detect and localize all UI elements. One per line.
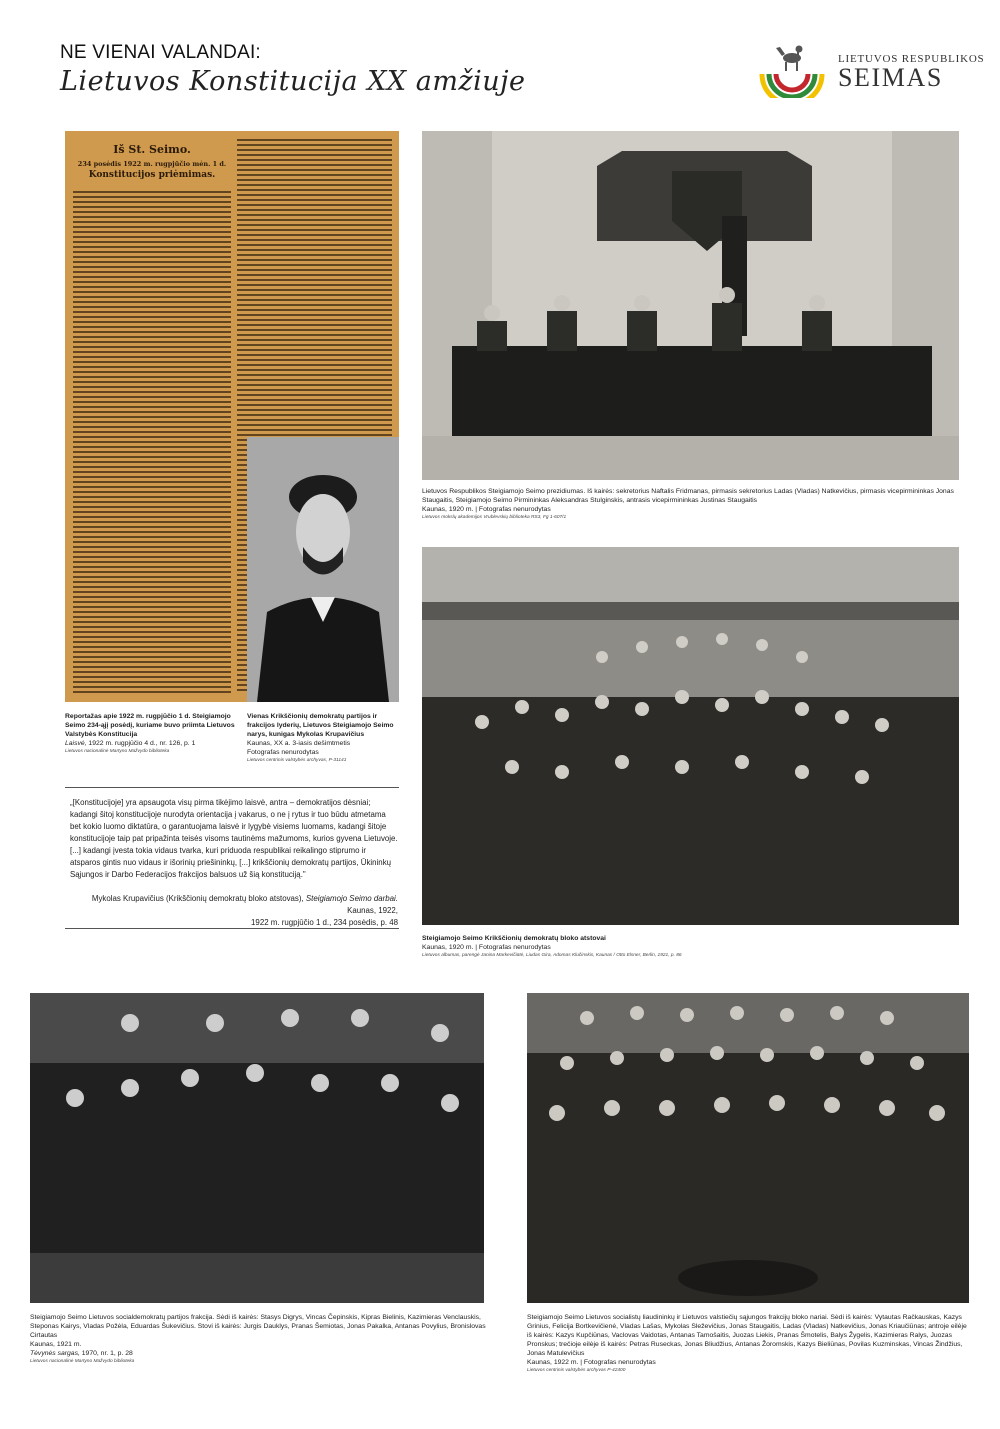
caption-newspaper-source: Lietuvos nacionalinė Martyno Mažvydo biblioteka — [65, 749, 170, 754]
presidium-photo — [422, 131, 959, 480]
caption-presidium — [422, 487, 959, 521]
logo-text-main: SEIMAS — [838, 63, 943, 92]
caption-presidium-source: Lietuvos mokslų akademijos Vrublevskių biblioteka RS3, Fg 1-607/1 — [422, 515, 567, 520]
caption-peasant — [527, 1313, 969, 1374]
quote-top-rule — [65, 787, 399, 788]
page-title: NE VIENAI VALANDAI: — [60, 42, 261, 63]
caption-christian-place: Kaunas, 1920 m. | Fotografas nenurodytas — [422, 944, 551, 951]
caption-portrait — [247, 712, 405, 764]
caption-christian-source: Lietuvos albumas, parengė Janina Markevičiūtė, Liudas Gira, Adomas Klučinskis, Kaunas / Otto Elsner, Berlin, 1921, p. 86 — [422, 953, 682, 958]
page-subtitle: Lietuvos Konstitucija XX amžiuje — [60, 66, 526, 97]
caption-social-citation: Tėvynės sargas, 1970, nr. 1, p. 28 — [30, 1350, 133, 1357]
caption-peasant-title: Steigiamojo Seimo Lietuvos socialistų liaudininkų ir Lietuvos valstiečių sąjungos frakcijų bloko nariai. Sėdi iš kairės: Vytautas Račkauskas, Kazys Grinius, Felicija Bortkevičienė, Vladas Lašas, Mykolas Sleževičius, Jonas Staugaitis, Ladas (Vladas) Natkevičius, Jonas Kriaučiūnas; antroje eilėje iš kairės: Kazys Kupčiūnas, Vaclovas Vaidotas, Antanas Tamošaitis, Juozas Liekis, Pranas Šmotelis, Balys Žygelis, Kazimieras Ralys, Juozas Pronskus; trečioje eilėje iš kairės: Petras Ruseckas, Jonas Bliudžius, Antanas Žoromskis, Kazys Bieliūnas, Povilas Kuzminskas, Vincas Žindžius, Jonas Matulevičius — [527, 1314, 967, 1357]
social-democrats-photo — [30, 993, 484, 1303]
krupavicius-portrait-photo — [247, 437, 399, 702]
caption-peasant-source: Lietuvos centrinis valstybės archyvas P-42400 — [527, 1368, 626, 1373]
caption-christian — [422, 934, 959, 959]
caption-social-place: Kaunas, 1921 m. — [30, 1341, 82, 1348]
peasant-union-photo — [527, 993, 969, 1303]
caption-presidium-place: Kaunas, 1920 m. | Fotografas nenurodytas — [422, 506, 551, 513]
caption-social-title: Steigiamojo Seimo Lietuvos socialdemokratų partijos frakcija. Sėdi iš kairės: Stasys Digrys, Vincas Čepinskis, Kipras Bielinis, Kazimieras Venclauskis, Steponas Kairys, Vladas Požėla, Eduardas Šukevičius. Stovi iš kairės: Jurgis Dauklys, Pranas Šemiotas, Jonas Pakalka, Antanas Povylius, Bronislovas Cirtautas — [30, 1314, 486, 1339]
newspaper-heading: Iš St. Seimo. — [113, 143, 191, 156]
newspaper-text-column-left — [73, 191, 231, 694]
caption-social-source: Lietuvos nacionalinė Martyno Mažvydo biblioteka — [30, 1359, 135, 1364]
caption-newspaper — [65, 712, 243, 755]
newspaper-subheading: 234 posėdis 1922 m. rugpjūčio mėn. 1 d. — [77, 160, 227, 168]
newspaper-headline: Konstitucijos priėmimas. — [88, 170, 216, 180]
caption-presidium-title: Lietuvos Respublikos Steigiamojo Seimo prezidiumas. Iš kairės: sekretorius Naftalis Fridmanas, pirmasis sekretorius Ladas (Vladas) Natkevičius, pirmasis vicepirmininkas Jonas Staugaitis, Steigiamojo Seimo Pirmininkas Aleksandras Stulginskis, antrasis vicepirmininkas Justinas Staugaitis — [422, 488, 954, 504]
caption-portrait-source: Lietuvos centrinis valstybės archyvas, P-31141 — [247, 758, 347, 763]
christian-democrats-photo — [422, 547, 959, 925]
caption-portrait-place: Kaunas, XX a. 3-iasis dešimtmetis — [247, 740, 351, 747]
caption-social — [30, 1313, 510, 1365]
quote-bottom-rule — [65, 928, 399, 929]
caption-newspaper-citation: Laisvė, 1922 m. rugpjūčio 4 d., nr. 126, p. 1 — [65, 740, 196, 747]
caption-portrait-photographer: Fotografas nenurodytas — [247, 749, 319, 756]
quote-attribution: Mykolas Krupavičius (Krikščionių demokratų bloko atstovas), Steigiamojo Seimo darbai. Kaunas, 1922, 1922 m. rugpjūčio 1 d., 234 posėdis, p. 48 — [91, 894, 398, 927]
quote-text: „[Konstitucijoje] yra apsaugota visų pirma tikėjimo laisvė, antra – demokratijos dėsniai; kadangi šitoj konstitucijoje nurodyta orientacija į vakarus, o ne į rytus ir tuo būdu atmetama bet kokio luomo diktatūra, o garantuojama laisvė ir lygybė visiems luomams, kadangi šitoje konstitucijoje taip pat pripažinta teisės visoms tautinėms mažumoms, kurios gyvena Lietuvoje. [...] kadangi įvesta tokia vidaus tvarka, kuri priduoda respublikai reikalingo stiprumo ir atsparos gintis nuo vidaus ir išorinių priešininkų, [...] krikščionių demokratų partijos, Ūkininkų Sąjungos ir Darbo Federacijos frakcijos balsuos už šią konstituciją." — [70, 798, 398, 879]
caption-christian-title: Steigiamojo Seimo Krikščionių demokratų bloko atstovai — [422, 935, 606, 942]
caption-newspaper-title: Reportažas apie 1922 m. rugpjūčio 1 d. Steigiamojo Seimo 234-ąjį posėdį, kuriame buvo priimta Lietuvos Valstybės Konstitucija — [65, 713, 235, 738]
caption-portrait-title: Vienas Krikščionių demokratų partijos ir frakcijos lyderių, Lietuvos Steigiamojo Seimo narys, kunigas Mykolas Krupavičius — [247, 713, 394, 738]
seimas-emblem-icon — [756, 38, 836, 98]
caption-peasant-place: Kaunas, 1922 m. | Fotografas nenurodytas — [527, 1359, 656, 1366]
logo-text-top: LIETUVOS RESPUBLIKOS — [838, 53, 985, 65]
